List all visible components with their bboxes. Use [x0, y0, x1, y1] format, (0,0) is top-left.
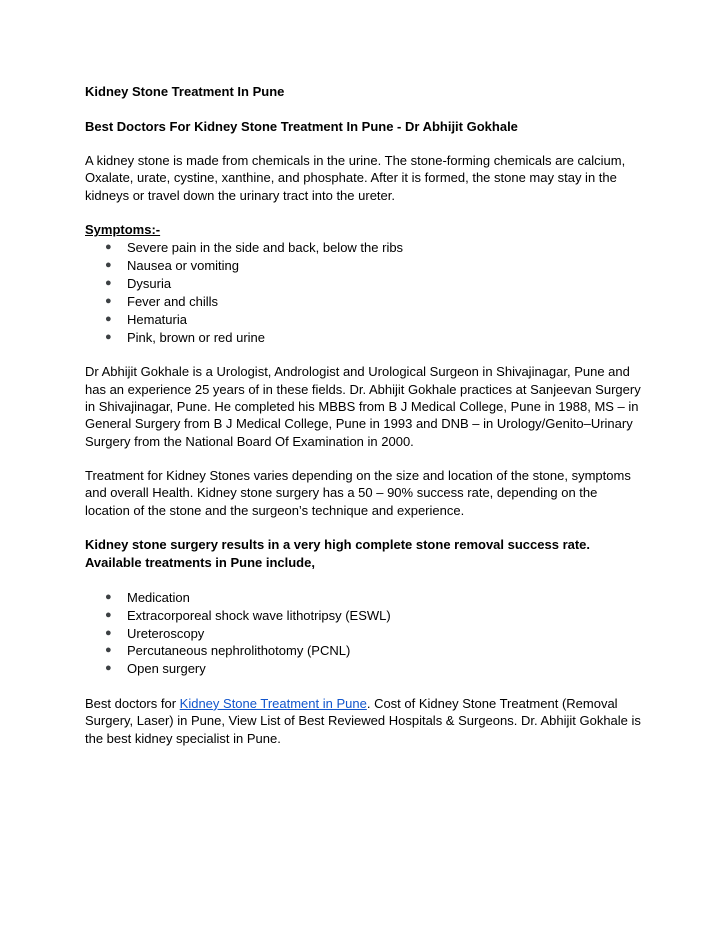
document-page	[85, 83, 645, 747]
closing-prefix: Best doctors for	[85, 695, 180, 711]
intro-paragraph: A kidney stone is made from chemicals in the urine. The stone-forming chemicals are calcium, Oxalate, urate, cystine, xanthine, and phosphate. After it is formed, the stone may stay in the kidneys or travel down the urinary tract into the ureter.	[85, 153, 626, 203]
list-item-text: Severe pain in the side and back, below the ribs	[127, 240, 404, 256]
bullet-icon: ●	[105, 644, 112, 657]
symptoms-list	[85, 239, 645, 346]
document-subtitle: Best Doctors For Kidney Stone Treatment In Pune - Dr Abhijit Gokhale	[85, 118, 518, 134]
bullet-icon: ●	[105, 259, 112, 272]
list-item-text: Nausea or vomiting	[127, 258, 239, 274]
list-item	[85, 239, 645, 256]
list-item	[85, 660, 645, 677]
results-heading: Kidney stone surgery results in a very high complete stone removal success rate. Available treatments in Pune include,	[85, 537, 591, 570]
list-item-text: Open surgery	[127, 661, 206, 677]
bullet-icon: ●	[105, 330, 112, 343]
list-item	[85, 625, 645, 642]
list-item	[85, 293, 645, 310]
symptoms-heading: Symptoms:-	[85, 222, 161, 238]
list-item	[85, 329, 645, 346]
list-item	[85, 589, 645, 606]
list-item-text: Ureteroscopy	[127, 625, 205, 641]
list-item-text: Dysuria	[127, 276, 172, 292]
list-item-text: Extracorporeal shock wave lithotripsy (ESWL)	[127, 607, 391, 623]
list-item	[85, 275, 645, 292]
bullet-icon: ●	[105, 241, 112, 254]
bullet-icon: ●	[105, 312, 112, 325]
treatments-list	[85, 589, 645, 678]
bullet-icon: ●	[105, 662, 112, 675]
list-item-text: Medication	[127, 589, 190, 605]
bullet-icon: ●	[105, 590, 112, 603]
document-title: Kidney Stone Treatment In Pune	[85, 84, 285, 99]
list-item	[85, 311, 645, 328]
kidney-stone-treatment-link[interactable]: Kidney Stone Treatment in Pune	[179, 695, 367, 711]
list-item	[85, 607, 645, 624]
list-item	[85, 642, 645, 659]
bullet-icon: ●	[105, 294, 112, 307]
treatment-paragraph: Treatment for Kidney Stones varies depending on the size and location of the stone, symptoms and overall Health. Kidney stone surgery has a 50 – 90% success rate, depending on the location of the stone and the surgeon’s technique and experience.	[85, 468, 631, 518]
bullet-icon: ●	[105, 277, 112, 290]
list-item-text: Pink, brown or red urine	[127, 329, 266, 345]
list-item	[85, 257, 645, 274]
list-item-text: Percutaneous nephrolithotomy (PCNL)	[127, 643, 351, 659]
bullet-icon: ●	[105, 608, 112, 621]
bullet-icon: ●	[105, 626, 112, 639]
list-item-text: Hematuria	[127, 311, 187, 327]
doctor-bio-paragraph: Dr Abhijit Gokhale is a Urologist, Andrologist and Urological Surgeon in Shivajinagar, Pune and has an experience 25 years of in these fields. Dr. Abhijit Gokhale practices at Sanjeevan Surgery in Shivajinagar, Pune. He completed his MBBS from B J Medical College, Pune in 1988, MS – in General Surgery from B J Medical College, Pune in 1993 and DNB – in Urology/Genito–Urinary Surgery from the National Board Of Examination in 2000.	[85, 364, 641, 449]
list-item-text: Fever and chills	[127, 293, 219, 309]
closing-suffix: . Cost of Kidney Stone Treatment (Removal Surgery, Laser) in Pune, View List of Best Reviewed Hospitals & Surgeons. Dr. Abhijit Gokhale is the best kidney specialist in Pune.	[85, 695, 641, 746]
closing-paragraph	[85, 695, 645, 747]
